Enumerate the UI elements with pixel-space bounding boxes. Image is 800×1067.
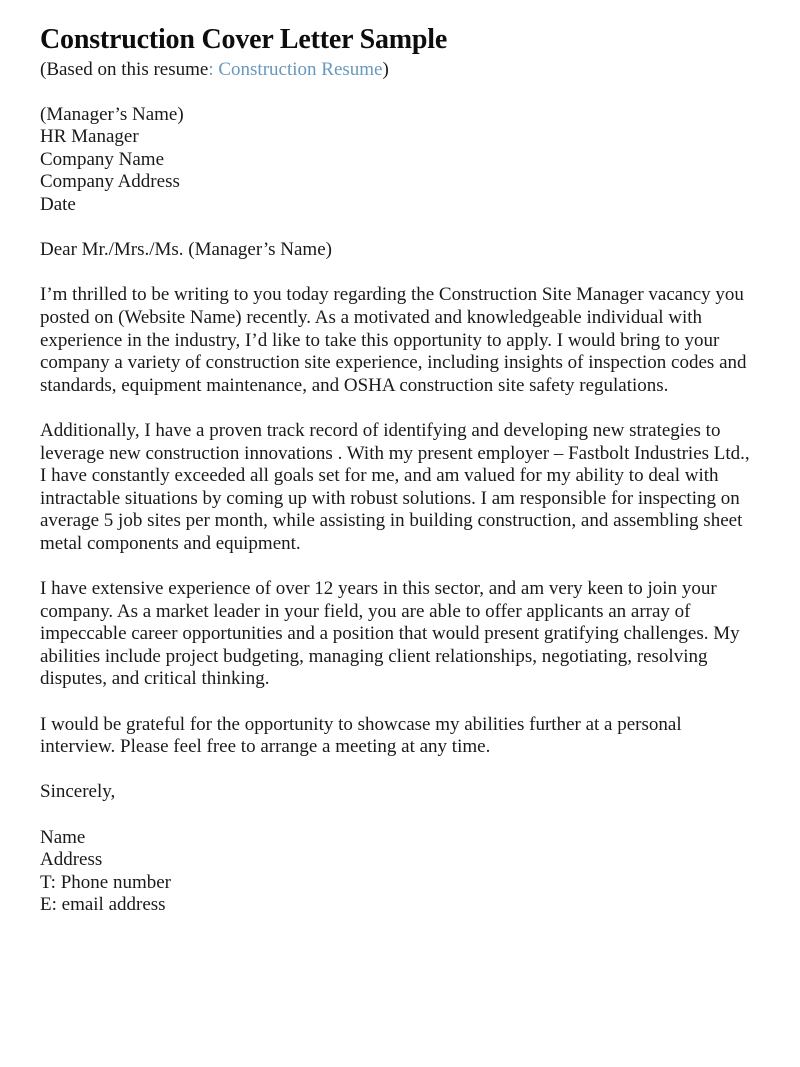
subtitle-suffix: )	[382, 59, 389, 80]
closing: Sincerely,	[40, 781, 116, 803]
signature-address: Address	[40, 849, 103, 871]
body-paragraph-2: Additionally, I have a proven track record of identifying and developing new strategies to leverage new construction innovations . With my present employer – Fastbolt Industries Ltd., I have constantly exceeded all goals set for me, and am valued for my ability to deal with intractable situations by coming up with robust solutions. I am responsible for inspecting on average 5 job sites per month, while assisting in building construction, and assembling sheet metal components and equipment.	[40, 419, 750, 554]
signature-email: E: email address	[40, 894, 166, 916]
page-title: Construction Cover Letter Sample	[40, 24, 448, 55]
recipient-company-name: Company Name	[40, 148, 165, 170]
signature-phone: T: Phone number	[40, 871, 171, 893]
recipient-manager-name: (Manager’s Name)	[40, 103, 184, 125]
body-paragraph-1: I’m thrilled to be writing to you today regarding the Construction Site Manager vacancy you posted on (Website Name) recently. As a motivated and knowledgeable individual with experience in the industry, I’d like to take this opportunity to apply. I would bring to your company a variety of construction site experience, including insights of inspection codes and standards, equipment maintenance, and OSHA construction site safety regulations.	[40, 284, 747, 396]
recipient-company-address: Company Address	[40, 171, 180, 193]
recipient-date: Date	[40, 193, 76, 215]
subtitle-prefix: (Based on this resume	[40, 59, 209, 80]
construction-resume-link[interactable]: : Construction Resume	[208, 59, 383, 80]
salutation: Dear Mr./Mrs./Ms. (Manager’s Name)	[40, 239, 332, 261]
signature-block	[40, 827, 760, 917]
body-paragraph-3: I have extensive experience of over 12 years in this sector, and am very keen to join your company. As a market leader in your field, you are able to offer applicants an array of impeccable career opportunities and a position that would present gratifying challenges. My abilities include project budgeting, managing client relationships, negotiating, resolving disputes, and critical thinking.	[40, 578, 740, 690]
recipient-job-title: HR Manager	[40, 126, 139, 148]
signature-name: Name	[40, 826, 86, 848]
body-paragraph-4: I would be grateful for the opportunity to showcase my abilities further at a personal interview. Please feel free to arrange a meeting at any time.	[40, 713, 682, 758]
recipient-block	[40, 104, 760, 217]
subtitle	[40, 58, 760, 81]
